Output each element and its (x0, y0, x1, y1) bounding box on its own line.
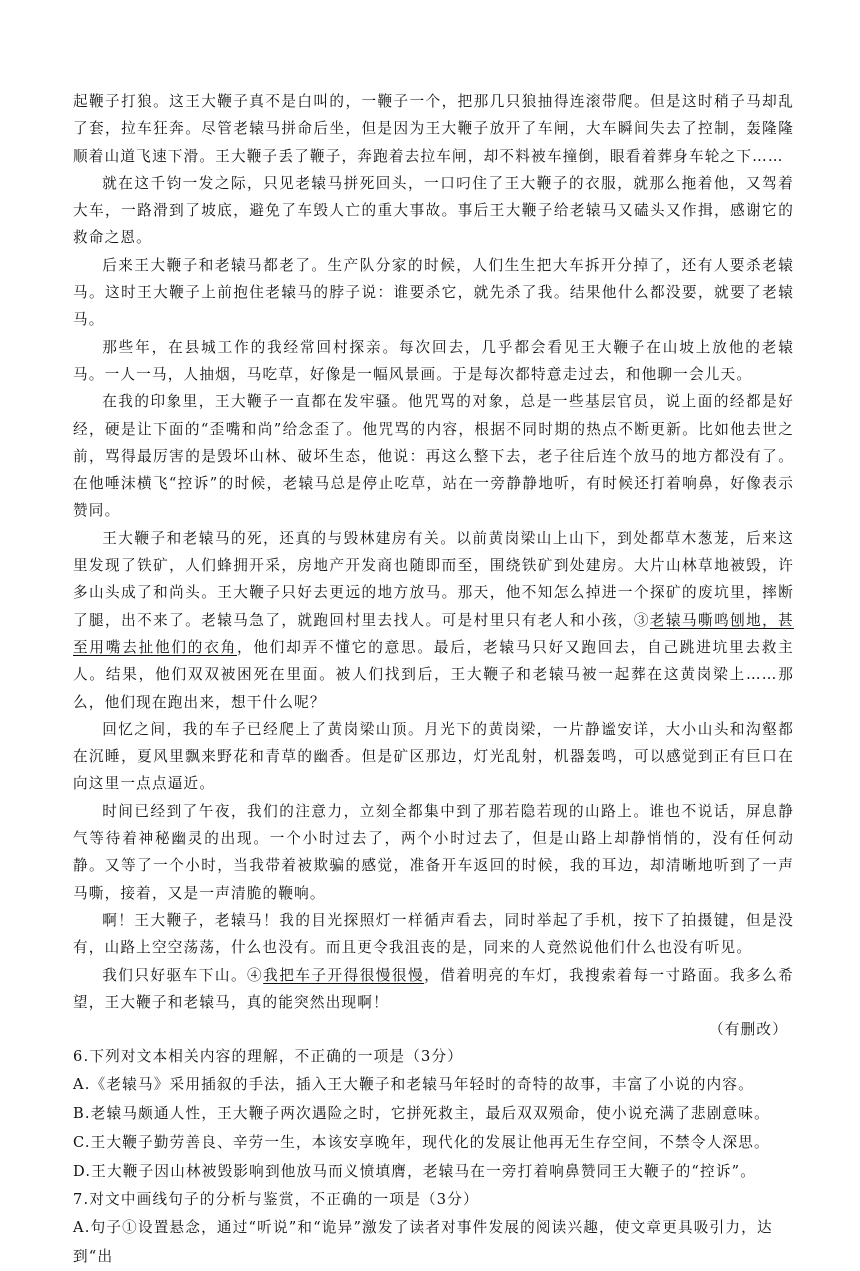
source-note: （有删改） (709, 1021, 788, 1039)
story-paragraph: 回忆之间，我的车子已经爬上了黄岗梁山顶。月光下的黄岗梁，一片静谧安详，大小山头和沟壑都在沉睡，夏风里飘来野花和青草的幽香。但是矿区那边，灯光乱射，机器轰鸣，可以感觉到正有巨口在向这里一点点逼近。 (73, 720, 794, 793)
question-6-option-b: B.老辕马颇通人性，王大鞭子两次遇险之时，它拼死救主，最后双双殒命，使小说充满了悲剧意味。 (73, 1105, 770, 1123)
story-paragraph (73, 525, 794, 716)
story-paragraph: 就在这千钧一发之际，只见老辕马拼死回头，一口叼住了王大鞭子的衣服，就那么拖着他，又驾着大车，一路滑到了坡底，避免了车毁人亡的重大事故。事后王大鞭子给老辕马又磕头又作揖，感谢它的救命之恩。 (73, 174, 794, 247)
story-paragraph: 起鞭子打狼。这王大鞭子真不是白叫的，一鞭子一个，把那几只狼抽得连滚带爬。但是这时稍子马却乱了套，拉车狂奔。尽管老辕马拼命后坐，但是因为王大鞭子放开了车闸，大车瞬间失去了控制，轰隆隆顺着山道飞速下滑。王大鞭子丢了鞭子，奔跑着去拉车闸，却不料被车撞倒，眼看着葬身车轮之下…… (73, 93, 794, 165)
question-7-option-a: A.句子①设置悬念，通过“听说”和“诡异”激发了读者对事件发展的阅读兴趣，使文章更具吸引力，达到“出 (73, 1219, 773, 1266)
story-text: 王大鞭子和老辕马的死，还真的与毁林建房有关。以前黄岗梁山上山下，到处都草木葱茏，后来这里发现了铁矿，人们蜂拥开采，房地产开发商也随即而至，围绕铁矿到处建房。大片山林草地被毁，许多山头成了和尚头。王大鞭子只好去更远的地方放马。那天，他不知怎么掉进一个探矿的废坑里，摔断了腿，出不来了。老辕马急了，就跑回村里去找人。可是村里只有老人和小孩，③ (73, 529, 794, 629)
question-6-option-d: D.王大鞭子因山林被毁影响到他放马而义愤填膺，老辕马在一旁打着响鼻赞同王大鞭子的“控诉”。 (73, 1163, 757, 1181)
question-7-stem: 7.对文中画线句子的分析与鉴赏，不正确的一项是（3分） (73, 1191, 479, 1209)
story-text: 我们只好驱车下山。④ (102, 966, 264, 984)
story-paragraph: 啊！王大鞭子，老辕马！我的目光探照灯一样循声看去，同时举起了手机，按下了拍摄键，但是没有，山路上空空荡荡，什么也没有。而且更令我沮丧的是，同来的人竟然说他们什么也没有听见。 (73, 911, 794, 957)
underlined-sentence-4: 我把车子开得很慢很慢 (263, 966, 425, 984)
story-text: ，他们却弄不懂它的意思。最后，老辕马只好又跑回去，自己跳进坑里去救主人。结果，他们双双被困死在里面。被人们找到后，王大鞭子和老辕马被一起葬在这黄岗梁上……那么，他们现在跑出来，想干什么呢？ (73, 638, 794, 711)
story-paragraph: 时间已经到了午夜，我们的注意力，立刻全都集中到了那若隐若现的山路上。谁也不说话，屏息静气等待着神秘幽灵的出现。一个小时过去了，两个小时过去了，但是山路上却静悄悄的，没有任何动静。又等了一个小时，当我带着被欺骗的感觉，准备开车返回的时候，我的耳边，却清晰地听到了一声马嘶，接着，又是一声清脆的鞭响。 (73, 802, 794, 902)
story-paragraph: 后来王大鞭子和老辕马都老了。生产队分家的时候，人们生生把大车拆开分掉了，还有人要杀老辕马。这时王大鞭子上前抱住老辕马的脖子说：谁要杀它，就先杀了我。结果他什么都没要，就要了老辕马。 (73, 256, 794, 329)
story-text: ，借着明亮的车灯，我搜索着每一寸路面。我多么希望，王大鞭子和老辕马，真的能突然出现啊！ (73, 966, 794, 1011)
story-paragraph: 那些年，在县城工作的我经常回村探亲。每次回去，几乎都会看见王大鞭子在山坡上放他的老辕马。一人一马，人抽烟，马吃草，好像是一幅风景画。于是每次都特意走过去，和他聊一会儿天。 (73, 338, 794, 383)
story-paragraph: 在我的印象里，王大鞭子一直都在发牢骚。他咒骂的对象，总是一些基层官员，说上面的经都是好经，硬是让下面的“歪嘴和尚”给念歪了。他咒骂的内容，根据不同时期的热点不断更新。比如他去世之前，骂得最厉害的是毁坏山林、破坏生态，他说：再这么整下去，老子往后连个放马的地方都没有了。在他唾沫横飞“控诉”的时候，老辕马总是停止吃草，站在一旁静静地听，有时候还打着响鼻，好像表示赞同。 (73, 393, 794, 520)
question-6-stem: 6.下列对文本相关内容的理解，不正确的一项是（3分） (73, 1048, 464, 1066)
underlined-sentence-3: 老辕马嘶鸣刨地，甚至用嘴去扯他们的衣角 (73, 611, 794, 656)
question-6-option-a: A.《老辕马》采用插叙的手法，插入王大鞭子和老辕马年轻时的奇特的故事，丰富了小说的内容。 (73, 1076, 754, 1094)
question-6-option-c: C.王大鞭子勤劳善良、辛劳一生，本该安享晚年，现代化的发展让他再无生存空间，不禁令人深思。 (73, 1134, 770, 1152)
story-paragraph (73, 962, 794, 1017)
